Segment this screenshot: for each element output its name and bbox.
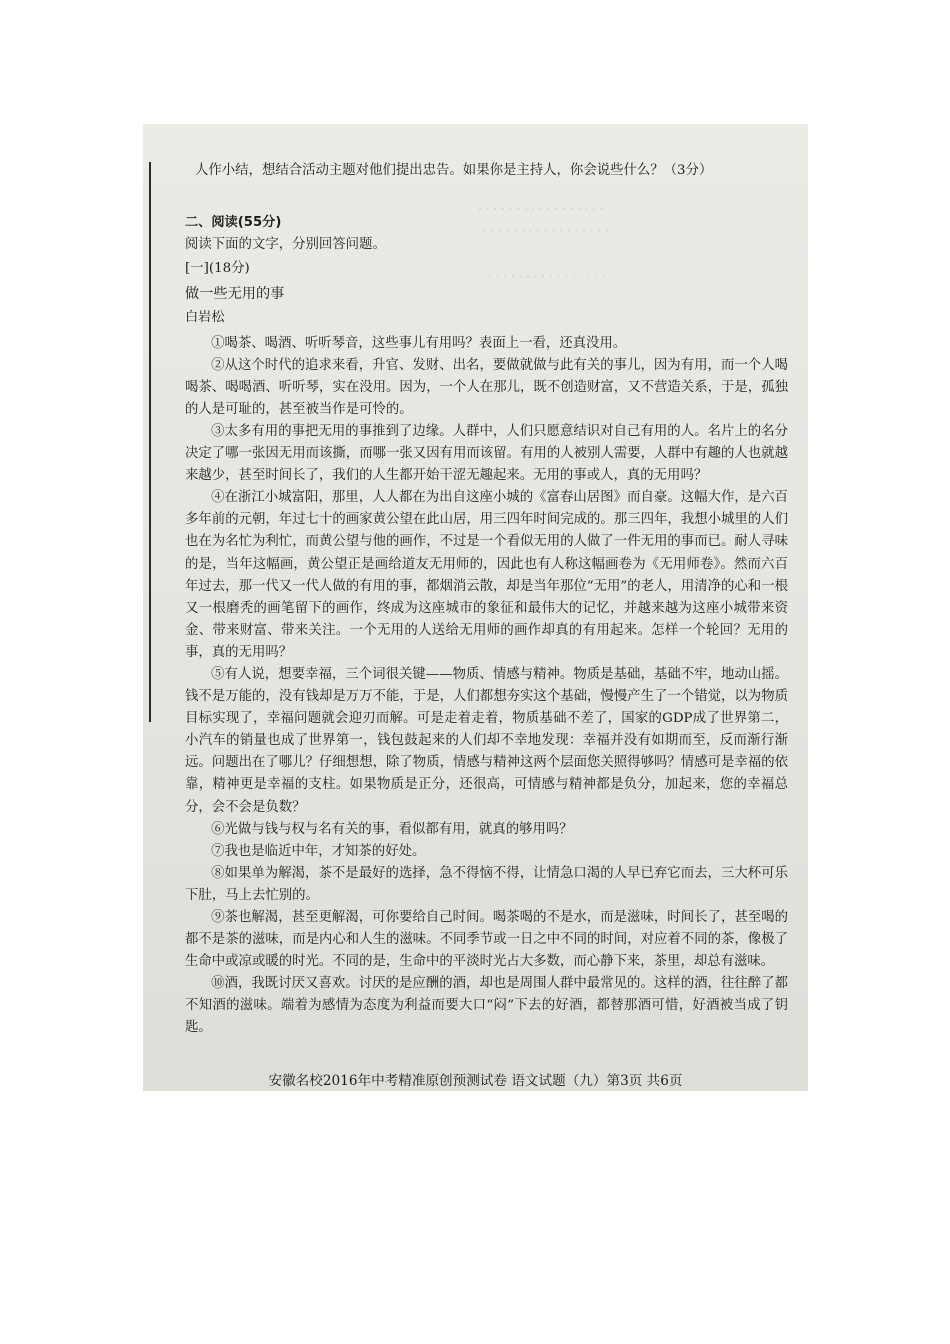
article-paragraph-8: ⑧如果单为解渴，茶不是最好的选择，急不得恼不得，让情急口渴的人早已弃它而去，三大杯可乐下肚，马上去忙别的。: [185, 865, 788, 903]
article-paragraph-6: ⑥光做与钱与权与名有关的事，看似都有用，就真的够用吗？: [211, 821, 573, 837]
article-paragraph-1: ①喝茶、喝酒、听听琴音，这些事儿有用吗？表面上一看，还真没用。: [211, 335, 627, 351]
part-label: [一](18分): [185, 261, 250, 277]
article-title: 做一些无用的事: [185, 286, 285, 303]
article-paragraph-7: ⑦我也是临近中年，才知茶的好处。: [211, 843, 426, 859]
page-content: [185, 160, 788, 1040]
article-author: 白岩松: [185, 310, 225, 326]
article-paragraph-9: ⑨茶也解渴，甚至更解渴，可你要给自己时间。喝茶喝的不是水，而是滋味，时间长了，甚至喝的都不是茶的滋味，而是内心和人生的滋味。不同季节或一日之中不同的时间，对应着不同的茶，像极了生命中或凉或暖的时光。不同的是，生命中的平淡时光占大多数，而心静下来，茶里，却总有滋味。: [185, 910, 788, 970]
previous-question-tail: 人作小结，想结合活动主题对他们提出忠告。如果你是主持人，你会说些什么？（3分）: [195, 163, 713, 178]
section-title: 二、阅读(55分): [185, 215, 282, 231]
page-footer: 安徽名校2016年中考精准原创预测试卷 语文试题（九）第3页 共6页: [268, 1073, 683, 1089]
bleed-through-text: · · · · · · · · · · · · · · · · ·: [478, 202, 604, 216]
bleed-through-text: · · · · · · · · · · · · · · · · ·: [483, 224, 609, 238]
bleed-through-text: · · · · · · · · · · · · · · · ·: [488, 270, 607, 284]
exam-page: [143, 124, 808, 1091]
instruction-text: 阅读下面的文字，分别回答问题。: [185, 237, 386, 253]
article-paragraph-3: ③太多有用的事把无用的事推到了边缘。人群中，人们只愿意结识对自己有用的人。名片上的名分决定了哪一张因无用而该撕，而哪一张又因有用而该留。有用的人被别人需要，人群中有趣的人也就越来越少，甚至时间长了，我们的人生都开始干涩无趣起来。无用的事或人，真的无用吗？: [185, 423, 788, 484]
article-paragraph-2: ②从这个时代的追求来看，升官、发财、出名，要做就做与此有关的事儿，因为有用，而一个人喝喝茶、喝喝酒、听听琴，实在没用。因为，一个人在那儿，既不创造财富，又不营造关系，于是，孤独的人是可耻的，甚至被当作是可怜的。: [185, 357, 788, 417]
article-paragraph-4: ④在浙江小城富阳，那里，人人都在为出自这座小城的《富春山居图》而自豪。这幅大作，是六百多年前的元朝，年过七十的画家黄公望在此山居，用三四年时间完成的。那三四年，我想小城里的人们也在为名忙为利忙，而黄公望与他的画作，不过是一个看似无用的人做了一件无用的事而已。耐人寻味的是，当年这幅画，黄公望正是画给道友无用师的，因此也有人称这幅画卷为《无用师卷》。然而六百年过去，那一代又一代人做的有用的事，都烟消云散，却是当年那位“无用”的老人，用清净的心和一根又一根磨秃的画笔留下的画作，终成为这座城市的象征和最伟大的记忆，并越来越为这座小城带来资金、带来财富、带来关注。一个无用的人送给无用师的画作却真的有用起来。怎样一个轮回？无用的事，真的无用吗？: [185, 490, 788, 660]
binding-margin-line: [149, 162, 151, 722]
article-paragraph-10: ⑩酒，我既讨厌又喜欢。讨厌的是应酬的酒，却也是周围人群中最常见的。这样的酒，往往醉了都不知酒的滋味。端着为感情为态度为利益而要大口“闷”下去的好酒，都替那酒可惜，好酒被当成了钥匙。: [185, 976, 788, 1036]
article-body: [185, 333, 788, 1040]
article-paragraph-5: ⑤有人说，想要幸福，三个词很关键——物质、情感与精神。物质是基础，基础不牢，地动山摇。钱不是万能的，没有钱却是万万不能，于是，人们都想夯实这个基础，慢慢产生了一个错觉，以为物质目标实现了，幸福问题就会迎刃而解。可是走着走着，物质基础不差了，国家的GDP成了世界第二，小汽车的销量也成了世界第一，钱包鼓起来的人们却不幸地发现：幸福并没有如期而至，反而渐行渐远。问题出在了哪儿？仔细想想，除了物质，情感与精神这两个层面您关照得够吗？情感可是幸福的依靠，精神更是幸福的支柱。如果物质是正分，还很高，可情感与精神都是负分，加起来，您的幸福总分，会不会是负数？: [185, 666, 788, 815]
